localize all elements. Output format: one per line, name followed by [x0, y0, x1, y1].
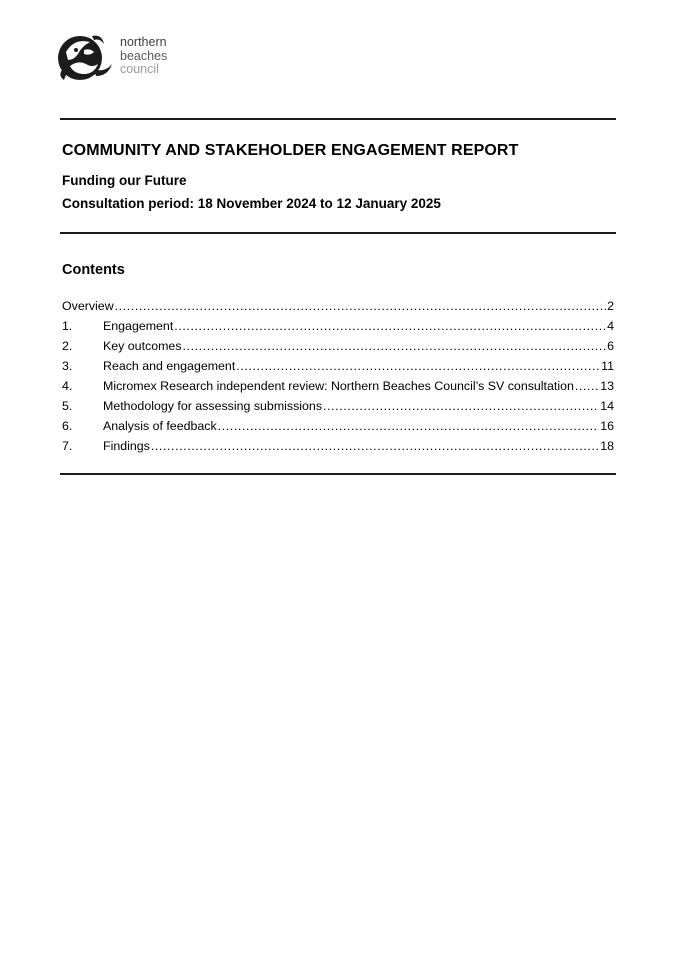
toc-label: Methodology for assessing submissions: [103, 399, 323, 413]
toc-page-number: 6: [607, 339, 614, 353]
toc-entry-findings[interactable]: [62, 439, 614, 459]
toc-leader: [323, 399, 599, 413]
report-subtitle: Funding our Future: [62, 173, 187, 188]
toc-page-number: 13: [600, 379, 614, 393]
divider-bottom: [60, 473, 616, 475]
contents-heading: Contents: [62, 262, 125, 278]
toc-number: 1.: [62, 319, 73, 333]
toc-label: Findings: [103, 439, 150, 453]
wordmark-line-1: northern: [120, 35, 167, 49]
toc-page-number: 4: [607, 319, 614, 333]
toc-label: Engagement: [103, 319, 174, 333]
toc-page-number: 2: [607, 299, 614, 313]
toc-entry-micromex-review[interactable]: [62, 379, 614, 399]
toc-label: Micromex Research independent review: Northern Beaches Council’s SV consultation: [103, 379, 574, 393]
toc-label: Key outcomes: [103, 339, 182, 353]
toc-entry-reach-and-engagement[interactable]: [62, 359, 614, 379]
council-emblem-icon: [56, 30, 114, 86]
divider-top: [60, 118, 616, 120]
toc-leader: [236, 359, 600, 373]
toc-leader: [174, 319, 606, 333]
toc-entry-analysis-of-feedback[interactable]: [62, 419, 614, 439]
wordmark-line-2: beaches: [120, 48, 168, 63]
toc-label: Reach and engagement: [103, 359, 236, 373]
toc-leader: [115, 299, 606, 313]
council-wordmark: [120, 36, 167, 77]
toc-number: 5.: [62, 399, 73, 413]
wordmark-line-3: council: [120, 62, 159, 76]
table-of-contents: [62, 299, 614, 459]
toc-number: 4.: [62, 379, 73, 393]
toc-entry-engagement[interactable]: [62, 319, 614, 339]
toc-number: 6.: [62, 419, 73, 433]
toc-number: 7.: [62, 439, 73, 453]
toc-leader: [183, 339, 607, 353]
toc-page-number: 14: [600, 399, 614, 413]
toc-page-number: 11: [601, 359, 614, 373]
toc-entry-overview[interactable]: [62, 299, 614, 319]
toc-label: Overview: [62, 299, 114, 313]
divider-middle: [60, 232, 616, 234]
toc-number: 2.: [62, 339, 73, 353]
consultation-period: Consultation period: 18 November 2024 to 12 January 2025: [62, 196, 441, 211]
toc-number: 3.: [62, 359, 73, 373]
toc-page-number: 18: [600, 439, 614, 453]
toc-page-number: 16: [600, 419, 614, 433]
toc-entry-key-outcomes[interactable]: [62, 339, 614, 359]
council-logo: [56, 30, 216, 86]
toc-label: Analysis of feedback: [103, 419, 217, 433]
toc-leader: [218, 419, 600, 433]
toc-leader: [151, 439, 599, 453]
report-title: COMMUNITY AND STAKEHOLDER ENGAGEMENT REPORT: [62, 142, 519, 159]
toc-entry-methodology[interactable]: [62, 399, 614, 419]
toc-leader: [575, 379, 599, 393]
